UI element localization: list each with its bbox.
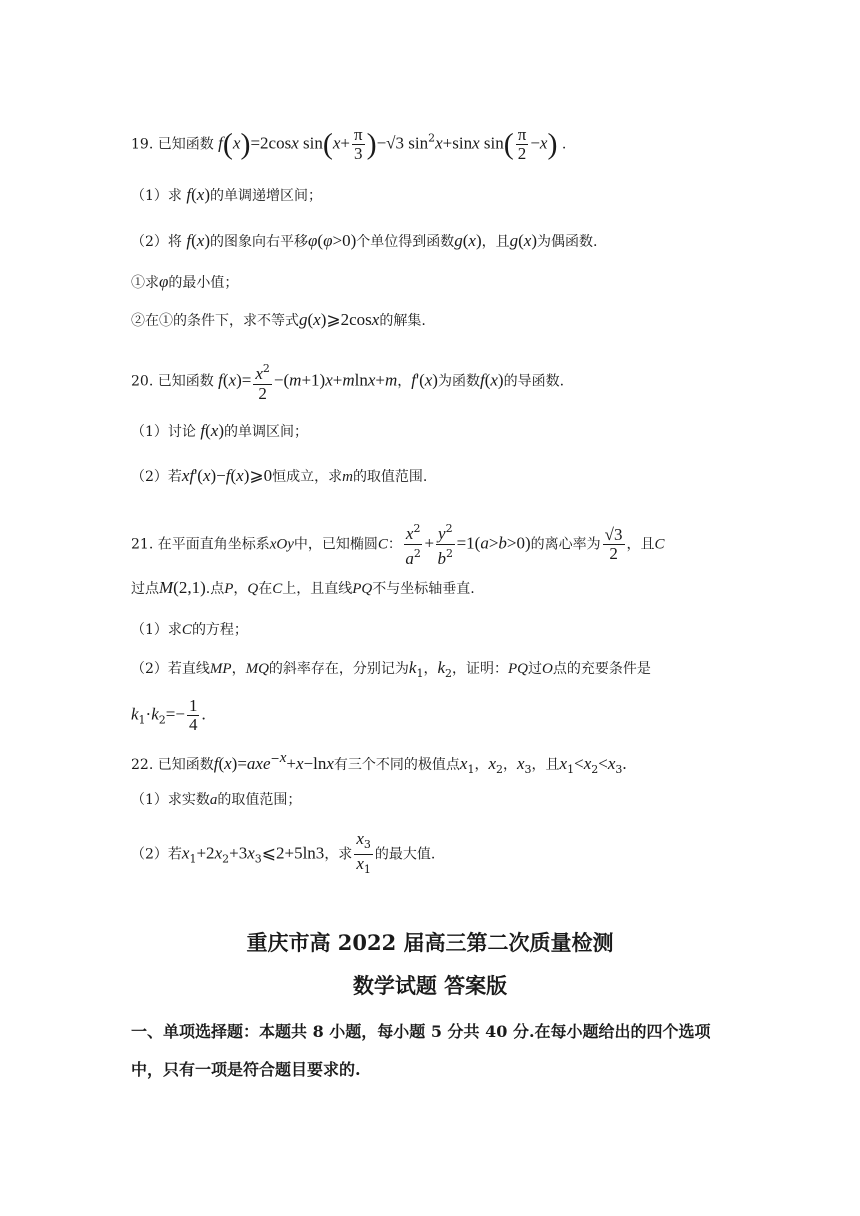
q20-part1: （1）讨论 f(x)的单调区间； bbox=[131, 421, 308, 440]
sqrt3-over-2: $\frac{√3}{2}$ bbox=[604, 525, 623, 563]
q19-number: 19. 已知函数 bbox=[131, 136, 214, 153]
answer-title: 重庆市高 2022 届高三第二次质量检测 bbox=[246, 930, 614, 955]
q21-part1: （1）求C的方程； bbox=[131, 622, 248, 638]
q21-part2: （2）若直线MP，MQ的斜率存在，分别记为$k_1$，$k_2$，证明：PQ过O点的充要条件是 bbox=[131, 658, 651, 680]
section-heading-line1: 一、单项选择题：本题共 8 小题，每小题 5 分共 40 分.在每小题给出的四个选项 bbox=[131, 1022, 711, 1041]
x2-over-2: $\frac{x^2}{2}$ bbox=[255, 362, 270, 403]
one-over-4: $\frac{1}{4}$ bbox=[188, 696, 198, 734]
x3-over-x1: $\frac{x_3}{x_1}$ bbox=[356, 829, 371, 876]
q21-condition: $k_1\cdot k_2=-$ $\frac{1}{4}$ . bbox=[131, 696, 206, 734]
q19-part2: （2）将 f(x)的图象向右平移φ(φ>0)个单位得到函数g(x)，且g(x)为偶函数. bbox=[131, 231, 598, 250]
y2-over-b2: $\frac{y^2}{b^2}$ bbox=[437, 522, 454, 568]
q22-part2: （2）若$x_1+2x_2+3x_3⩽2+5\ln 3$，求 $\frac{x_3}{x_1}$ 的最大值. bbox=[131, 830, 435, 879]
q21-line: 21. 在平面直角坐标系xOy中，已知椭圆C： $\frac{x^2}{a^2}$ + $\frac{y^2}{b^2}$ =1(a>b>0)的离心率为 $\frac{√3}{2}$ ，且C bbox=[131, 522, 665, 568]
answer-subtitle: 数学试题 答案版 bbox=[352, 973, 508, 998]
x2-over-a2: $\frac{x^2}{a^2}$ bbox=[405, 522, 421, 568]
q19-line: 19. 已知函数 f(x)=2cosx sin(x+ $\frac{\pi}{3}$ )−√3 $\sin^2x+\sin x$ sin( $\frac{\pi}{2}$ −x) . bbox=[131, 125, 567, 163]
pi-over-2: $\frac{\pi}{2}$ bbox=[517, 125, 527, 163]
q19-part1: （1）求 f(x)的单调递增区间； bbox=[131, 185, 322, 204]
q19-sub2: ②在①的条件下，求不等式g(x)⩾2cosx的解集. bbox=[131, 310, 426, 329]
pi-over-3: $\frac{\pi}{3}$ bbox=[353, 125, 363, 163]
section-heading-line2: 中，只有一项是符合题目要求的. bbox=[131, 1060, 361, 1079]
q20-line: 20. 已知函数 f(x)= $\frac{x^2}{2}$ −(m+1)x+mlnx+m，f'(x)为函数f(x)的导函数. bbox=[131, 362, 565, 403]
q19-sub1: ①求φ的最小值； bbox=[131, 272, 239, 291]
q22-part1: （1）求实数a的取值范围； bbox=[131, 792, 302, 808]
q20-part2: （2）若xf'(x)−f(x)⩾0恒成立，求m的取值范围. bbox=[131, 466, 428, 485]
q21-line2: 过点M(2,1).点P，Q在C上，且直线PQ不与坐标轴垂直. bbox=[131, 578, 475, 597]
q22-line: 22. 已知函数f(x)=axe$^{-x}$+x−lnx有三个不同的极值点$x_1$，$x_2$，$x_3$，且$x_1<x_2<x_3$. bbox=[131, 750, 627, 776]
